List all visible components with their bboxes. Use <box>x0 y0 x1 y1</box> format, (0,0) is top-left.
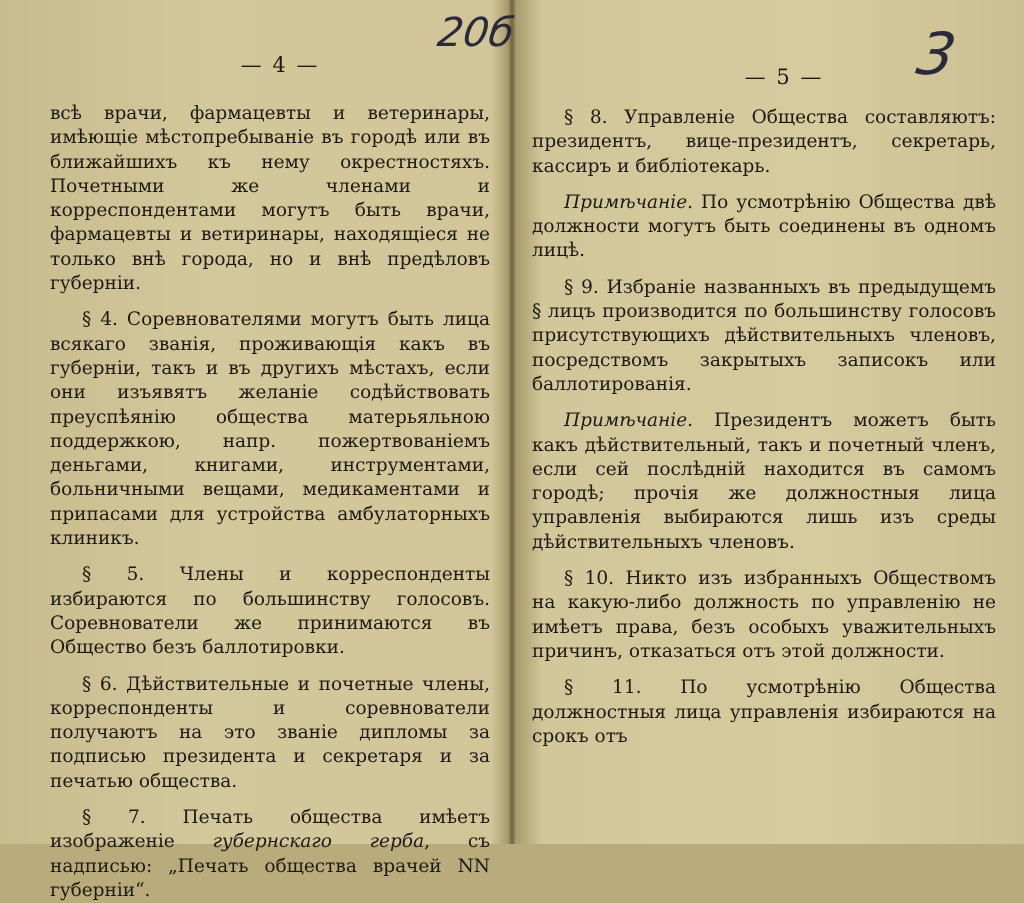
note-2-label: Примѣчаніе. <box>564 410 694 432</box>
note-1 <box>532 191 996 264</box>
paragraph-section-7 <box>50 806 490 903</box>
paragraph-section-9: § 9. Избраніе названныхъ въ предыдущемъ § лицъ производится по большинству голосовъ присутствующихъ дѣйствительныхъ членовъ, посредствомъ закрытыхъ записокъ или баллотированія. <box>532 276 996 395</box>
handwritten-folio-right: 3 <box>912 20 961 88</box>
page-number-left: — 4 — <box>240 53 320 77</box>
left-page <box>0 0 512 901</box>
right-page <box>520 0 1024 844</box>
section-7-tail: , съ надписью: „Печать общества врачей NN губерніи“. <box>50 831 490 901</box>
paragraph-section-6: § 6. Дѣйствительные и почетные члены, корреспонденты и соревнователи получаютъ на это званіе дипломы за подписью президента и секретаря и за печатью общества. <box>50 673 490 792</box>
paragraph-section-10: § 10. Никто изъ избранныхъ Обществомъ на какую-либо должность по управленію не имѣетъ права, безъ особыхъ уважительныхъ причинъ, отказаться отъ этой должности. <box>532 568 996 662</box>
section-7-italic: губернскаго герба <box>212 831 425 853</box>
note-1-label: Примѣчаніе. <box>564 191 694 213</box>
note-2-text: Президентъ можетъ быть какъ дѣйствительный, такъ и почетный членъ, если сей послѣдній находится въ самомъ городѣ; прочія же должностныя лица управленія выбираются лишь изъ среды дѣйствительныхъ членовъ. <box>532 410 996 553</box>
section-7-lead: § 7. Печать общества имѣетъ изображеніе <box>50 807 490 853</box>
paragraph-continuation: всѣ врачи, фармацевты и ветеринары, имѣющіе мѣстопребываніе въ городѣ или въ ближайшихъ къ нему окрестностяхъ. Почетными же членами и корреспондентами могутъ быть врачи, фармацевты и ветиринары, находящіеся не только внѣ города, но и внѣ предѣловъ губерніи. <box>50 103 490 295</box>
note-1-text: По усмотрѣнію Общества двѣ должности могутъ быть соединены въ одномъ лицѣ. <box>532 191 996 262</box>
note-2 <box>532 409 996 555</box>
paragraph-section-8: § 8. Управленіе Общества составляютъ: президентъ, вице-президентъ, секретарь, кассиръ и библіотекарь. <box>532 107 996 177</box>
right-page-text <box>532 106 996 749</box>
left-page-text <box>50 102 490 903</box>
paragraph-section-11: § 11. По усмотрѣнію Общества должностныя лица управленія избираются на срокъ отъ <box>532 677 996 747</box>
page-number-right: — 5 — <box>744 65 824 89</box>
paragraph-section-4: § 4. Соревнователями могутъ быть лица всякаго званія, проживающія какъ въ губерніи, такъ и въ другихъ мѣстахъ, если они изъявятъ желаніе содѣйствовать преуспѣянію общества матерьяльною поддержкою, напр. пожертвованіемъ деньгами, книгами, инструментами, больничными вещами, медикаментами и припасами для устройства амбулаторныхъ клиникъ. <box>50 309 490 550</box>
paragraph-section-5: § 5. Члены и корреспонденты избираются по большинству голосовъ. Соревнователи же принимаются въ Общество безъ баллотировки. <box>50 564 490 659</box>
handwritten-folio-left: 20б <box>434 10 517 56</box>
